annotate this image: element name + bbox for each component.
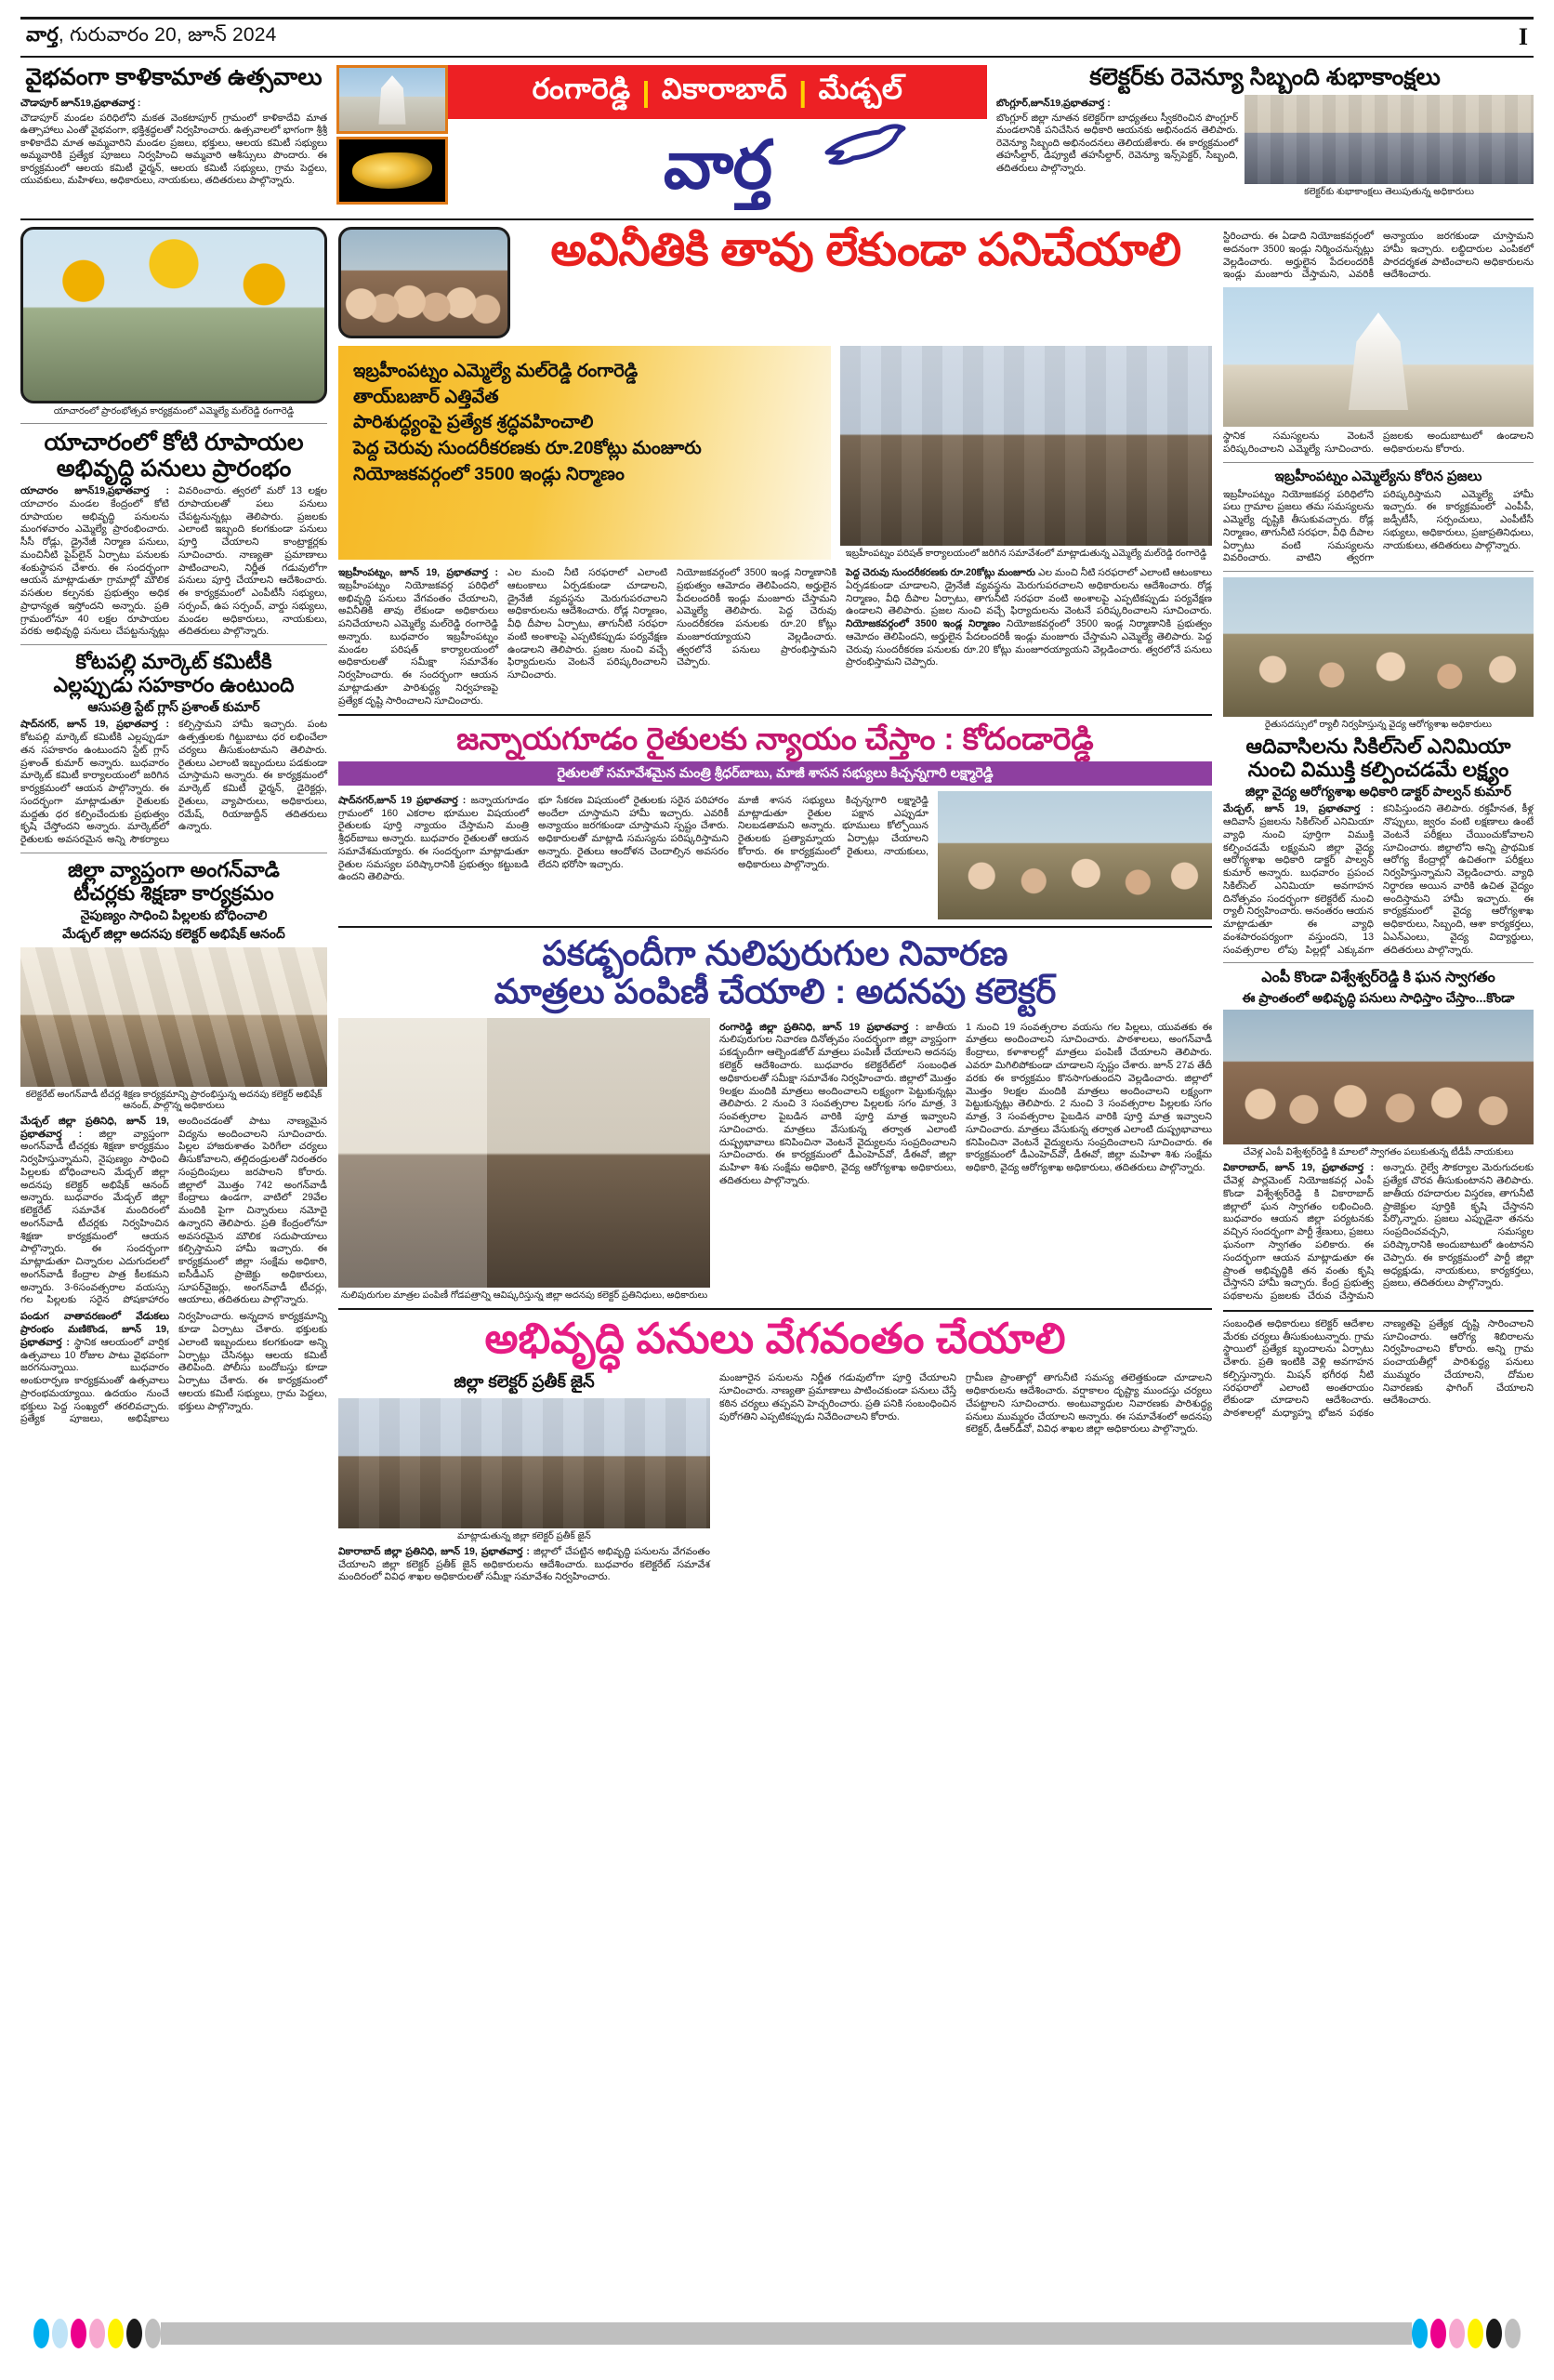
dateline: వార్త, గురువారం 20, జూన్ 2024 — [26, 24, 277, 46]
mid-story3-byline: వికారాబాద్ జిల్లా ప్రతినిధి, జూన్ 19, ప్రభాతవార్త : — [338, 1545, 530, 1557]
left-award-photo — [20, 947, 327, 1087]
mid-story1-photo — [938, 791, 1212, 919]
mid-story2-headline-1: పకడ్బందీగా నులిపురుగుల నివారణ — [542, 933, 1008, 972]
left-story3-text: జిల్లా వ్యాప్తంగా అంగన్‌వాడీ టీచర్లకు శిక్షణా కార్యక్రమం నిర్వహిస్తున్నామని, నైపుణ్యం సాధించి పిల్లలకు బోధించాలని మేడ్చల్ జిల్లా అదనపు కలెక్టర్ అభిషేక్ ఆనంద్ అన్నారు. బుధవారం మేడ్చల్ జిల్లా కలెక్టరేట్ సమావేశ మందిరంలో అంగన్‌వాడీ టీచర్లకు నిర్వహించిన శిక్షణా కార్యక్రమంలో ఆయన పాల్గొన్నారు. ఈ సందర్భంగా మాట్లాడుతూ చిన్నారుల ఎదుగుదలలో అంగన్‌వాడీ కేంద్రాల పాత్ర కీలకమని అన్నారు. 3-6సంవత్సరాల వయస్సు గల పిల్లలకు సరైన పోషకాహారం అందించడంతో పాటు నాణ్యమైన విద్యను అందించాలని సూచించారు. పిల్లల హాజరుశాతం పెరిగేలా చర్యలు తీసుకోవాలని, తల్లిదండ్రులతో నిరంతరం సంప్రదింపులు జరపాలని కోరారు. జిల్లాలో మొత్తం 742 అంగన్‌వాడీ కేంద్రాలు ఉండగా, వాటిలో 29వేల మందికి పైగా చిన్నారులు నమోదై ఉన్నారని తెలిపారు. ప్రతి కేంద్రంలోనూ అవసరమైన మౌలిక సదుపాయాలు కల్పిస్తామని హామీ ఇచ్చారు. ఈ కార్యక్రమంలో జిల్లా సంక్షేమ అధికారి, ఐసీడీఎస్ ప్రాజెక్టు అధికారులు, సూపర్‌వైజర్లు, అంగన్‌వాడీ టీచర్లు, ఆయాలు, తదితరులు పాల్గొన్నారు. — [20, 1115, 327, 1306]
lead-body-3 — [677, 567, 836, 707]
right-story6-body: సంబంధిత అధికారులు కలెక్టర్ ఆదేశాల మేరకు చర్యలు తీసుకుంటున్నారు. గ్రామ స్థాయిలో ప్రత్యేక బృందాలను ఏర్పాటు చేశారు. ప్రతి ఇంటికి వెళ్లి అవగాహన కల్పిస్తున్నారు. మిషన్ భగీరథ నీటి సరఫరాలో ఎలాంటి అంతరాయం లేకుండా చూడాలని ఆదేశించారు. పాఠశాలల్లో మధ్యాహ్న భోజన పథకం నాణ్యతపై ప్రత్యేక దృష్టి సారించాలని సూచించారు. ఆరోగ్య శిబిరాలను నిర్వహించాలని కోరారు. అన్ని గ్రామ పంచాయతీల్లో పారిశుద్ధ్య పనులు ముమ్మరం చేయాలని, దోమల నివారణకు ఫాగింగ్ చేయాలని ఆదేశించారు. — [1223, 1317, 1534, 1420]
right-story4-byline: మేడ్చల్, జూన్ 19, ప్రభాతవార్త : — [1223, 803, 1374, 815]
right-story2-body: స్థానిక సమస్యలను వెంటనే పరిష్కరించాలని ఎమ్మెల్యే సూచించారు. ప్రజలకు అందుబాటులో ఉండాలని అధికారులను కోరారు. — [1223, 430, 1534, 455]
right-story4-text: ఆదివాసీ ప్రజలను సికిల్‌సెల్ ఎనిమియా వ్యాధి నుంచి పూర్తిగా విముక్తి కల్పించడమే లక్ష్యమని జిల్లా వైద్య ఆరోగ్యశాఖ అధికారి డాక్టర్ పాల్వన్ కుమార్ అన్నారు. బుధవారం ప్రపంచ సికిల్‌సెల్ ఎనిమియా అవగాహన దినోత్సవం సందర్భంగా కలెక్టరేట్ నుంచి ర్యాలీ నిర్వహించారు. అనంతరం ఆయన మాట్లాడుతూ ఈ వ్యాధి వంశపారంపర్యంగా వస్తుందని, 13 సంవత్సరాల లోపు పిల్లల్లో ఎక్కువగా కనిపిస్తుందని తెలిపారు. రక్తహీనత, కీళ్ల నొప్పులు, జ్వరం వంటి లక్షణాలు ఉంటే వెంటనే పరీక్షలు చేయించుకోవాలని సూచించారు. జిల్లాలోని అన్ని ప్రాథమిక ఆరోగ్య కేంద్రాల్లో ఉచితంగా పరీక్షలు నిర్వహిస్తున్నామని వెల్లడించారు. వ్యాధి నిర్ధారణ అయిన వారికి ఉచిత వైద్యం అందిస్తామని హామీ ఇచ్చారు. ఈ కార్యక్రమంలో వైద్య ఆరోగ్యశాఖ అధికారులు, సిబ్బంది, ఆశా కార్యకర్తలు, ఏఎన్‌ఎంలు, వైద్య విద్యార్థులు, తదితరులు పాల్గొన్నారు. — [1223, 803, 1534, 956]
left-story3-byline: మేడ్చల్ జిల్లా ప్రతినిధి, జూన్ 19, ప్రభాతవార్త : — [20, 1115, 169, 1140]
left-story2-body — [20, 719, 327, 847]
golden-lamp-photo — [336, 137, 448, 205]
right-rally-photo — [1223, 577, 1534, 717]
masthead-divider — [20, 218, 1534, 220]
masthead-right-body: బొంగ్లూర్ జిల్లా నూతన కలెక్టర్‌గా బాధ్యతలు స్వీకరించిన పొంగ్లూర్ మండలానికి పనిచేసిన అధికారి ఆయనకు అభినందన తెలిపారు. రెవెన్యూ సిబ్బంది అభినందనలు తెలియజేశారు. ఈ కార్యక్రమంలో తహసీల్దార్, డిప్యూటీ తహసీల్దార్, రెవెన్యూ ఇన్స్‌పెక్టర్, సిబ్బంది, తదితరులు పాల్గొన్నారు. — [996, 112, 1239, 174]
left-story1-caption: యాచారంలో ప్రారంభోత్సవ కార్యక్రమంలో ఎమ్మెల్యే మల్‌రెడ్డి రంగారెడ్డి — [53, 406, 295, 416]
lead-body-4-text: ఎల మంచి నీటి సరఫరాలో ఎలాంటి ఆటంకాలు ఏర్పడకుండా చూడాలని, డ్రైనేజీ వ్యవస్థను మెరుగుపరచాలని అధికారులను ఆదేశించారు. రోడ్ల నిర్మాణం, వీధి దీపాల ఏర్పాటు, తాగునీటి సరఫరా వంటి అంశాలపై ఎప్పటికప్పుడు పర్యవేక్షణ ఉండాలని తెలిపారు. ప్రజల నుంచి వచ్చే ఫిర్యాదులను వెంటనే పరిష్కరించాలని సూచించారు. — [846, 567, 1212, 617]
mid-story1-body-1 — [338, 795, 529, 919]
left-story2-headline-1: కోటపల్లి మార్కెట్ కమిటీకి — [75, 650, 272, 674]
district-rangareddy: రంగారెడ్డి — [532, 72, 631, 105]
left-divider-1 — [20, 423, 327, 424]
mid-story3-row — [338, 1368, 1212, 1584]
mid-story3-photo — [338, 1398, 710, 1528]
lead-kicker-1: పెద్ద చెరువు సుందరీకరణకు రూ.20కోట్లు మంజూరు — [846, 567, 1035, 578]
district-banner — [448, 65, 987, 119]
lead-headline: అవినీతికి తావు లేకుండా పనిచేయాలి — [550, 225, 1181, 275]
masthead — [20, 65, 1534, 212]
lead-bullet-2: తాయ్‌బజార్ ఎత్తివేత — [353, 386, 499, 407]
main-grid — [20, 227, 1534, 1584]
left-story2-text: కోటపల్లి మార్కెట్ కమిటీకి ఎల్లప్పుడూ తన సహకారం ఉంటుందని స్టేట్ గ్లాస్ ప్రశాంత్ కుమార్ అన్నారు. బుధవారం మార్కెట్ కమిటీ కార్యాలయంలో జరిగిన కార్యక్రమంలో ఆయన పాల్గొన్నారు. ఈ సందర్భంగా మాట్లాడుతూ రైతులకు మద్దతు ధర కల్పించేందుకు ప్రభుత్వం కృషి చేస్తోందని అన్నారు. మార్కెట్‌లో రైతులకు అవసరమైన అన్ని సౌకర్యాలు కల్పిస్తామని హామీ ఇచ్చారు. పంట ఉత్పత్తులకు గిట్టుబాటు ధర లభించేలా చర్యలు తీసుకుంటామని తెలిపారు. రైతులు ఎలాంటి ఇబ్బందులు పడకుండా చూస్తామని అన్నారు. ఈ కార్యక్రమంలో మార్కెట్ కమిటీ ఛైర్మన్, డైరెక్టర్లు, రైతులు, వ్యాపారులు, అధికారులు, రమేష్, రియాజుద్దీన్ తదితరులు ఉన్నారు. — [20, 719, 327, 846]
right-divider-3 — [1223, 962, 1534, 963]
right-story1-body: స్టిరించారు. ఈ ఏడాది నియోజకవర్గంలో అదనంగా 3500 ఇండ్లు నిర్మించనున్నట్లు వెల్లడించారు. అర్హులైన పేదలందరికీ ఇండ్లు మంజూరు చేస్తామని, ఎవరికీ అన్యాయం జరగకుండా చూస్తామని హామీ ఇచ్చారు. లబ్ధిదారుల ఎంపికలో పారదర్శకత పాటించాలని అధికారులను ఆదేశించారు. — [1223, 231, 1534, 281]
masthead-right-headline: కలెక్టర్‌కు రెవెన్యూ సిబ్బంది శుభాకాంక్షలు — [1089, 64, 1441, 90]
right-story3-kicker: ఇబ్రహీంపట్నం ఎమ్మెల్యేను కోరిన ప్రజలు — [1274, 468, 1482, 484]
lead-bullets-panel — [338, 346, 831, 560]
right-story4-body — [1223, 803, 1534, 957]
district-medchal: మేడ్చల్ — [818, 72, 903, 105]
mid-story1-row — [338, 791, 1212, 919]
masthead-left-byline: చౌడాపూర్ జూన్19,ప్రభాతవార్త : — [20, 97, 141, 109]
lead-bullet-1: ఇబ్రహీంపట్నం ఎమ్మెల్యే మల్‌రెడ్డి రంగారెడ్డి — [353, 361, 639, 381]
mid-story2-headline-2: మాత్రలు పంపిణీ చేయాలి : అదనపు కలెక్టర్ — [494, 972, 1057, 1012]
masthead-left-story — [20, 65, 327, 212]
right-story5-body — [1223, 1162, 1534, 1302]
left-story3-sub-1: నైపుణ్యం సాధించి పిల్లలకు బోధించాలి — [80, 907, 268, 923]
right-divider-2 — [1223, 571, 1534, 572]
mid-story2-text-1: జాతీయ నులిపురుగుల నివారణ దినోత్సవం సందర్భంగా జిల్లా వ్యాప్తంగా పకడ్బందీగా ఆల్బెండజోల్ మాత్రలు పంపిణీ చేయాలని అదనపు కలెక్టర్ ఆదేశించారు. బుధవారం కలెక్టరేట్‌లో సంబంధిత అధికారులతో సమీక్షా సమావేశం నిర్వహించారు. — [719, 1021, 956, 1084]
lead-left-photo — [338, 227, 510, 338]
mid-story1-byline: షాద్‌నగర్,జూన్ 19 ప్రభాతవార్త : — [338, 794, 467, 806]
right-story5-headline: ఎంపీ కొండా విశ్వేశ్వర్‌రెడ్డి కి ఘన స్వాగతం — [1261, 970, 1495, 986]
lead-top-row — [338, 227, 1212, 338]
mid-story2-body-2 — [966, 1022, 1212, 1302]
masthead-right-story — [996, 65, 1534, 212]
lead-body-1 — [338, 567, 498, 707]
middle-column — [338, 227, 1212, 1584]
left-story3-caption: కలెక్టరేట్ అంగన్‌వాడీ టీచర్ల శిక్షణ కార్యక్రమాన్ని ప్రారంభిస్తున్న అదనపు కలెక్టర్ అభిషేక్ ఆనంద్, పాల్గొన్న అధికారులు — [25, 1089, 323, 1111]
masthead-side-photos — [336, 65, 448, 205]
mid-story1-body-3: మాజీ శాసన సభ్యులు కిచ్చన్నగారి లక్ష్మారెడ్డి మాట్లాడుతూ రైతుల పక్షాన ఎప్పుడూ నిలబడతామని అన్నారు. భూములు కోల్పోయిన రైతులకు ప్రత్యామ్నాయ ఏర్పాట్లు చేయాలని కోరారు. ఈ కార్యక్రమంలో రైతులు, నాయకులు, అధికారులు పాల్గొన్నారు. — [738, 794, 928, 870]
reg-bar-line — [161, 2322, 1412, 2345]
mid-story2-body-1 — [719, 1022, 956, 1302]
right-story5-caption: చేవెళ్ల ఎంపీ విశ్వేశ్వర్‌రెడ్డి కి మాలలో స్వాగతం పలుకుతున్న టీడీపీ నాయకులు — [1243, 1147, 1514, 1158]
left-story4-byline: మణికొండ, జూన్ 19, ప్రభాతవార్త : — [20, 1323, 169, 1348]
left-story2-byline: షాద్‌నగర్, జూన్ 19, ప్రభాతవార్త : — [20, 719, 169, 731]
temple-photo — [336, 65, 448, 134]
mid-story2-text-3: జిల్లాలో మొత్తం 9లక్షల మందికి మాత్రలు అందించాలని లక్ష్యంగా పెట్టుకున్నట్లు తెలిపారు. 2 నుంచి 3 సంవత్సరాల పిల్లలకు సగం మాత్ర, 3 సంవత్సరాల పైబడిన వారికి పూర్తి మాత్ర ఇవ్వాలని సూచించారు. మాత్రలు వేసుకున్న తర్వాత ఎలాంటి దుష్ప్రభావాలు కనిపించినా వెంటనే వైద్యులను సంప్రదించాలని సూచించారు. ఈ కార్యక్రమంలో డీఎంహెచ్‌వో, డీఈవో, జిల్లా మహిళా శిశు సంక్షేమ అధికారి, వైద్య ఆరోగ్యశాఖ అధికారులు, తదితరులు పాల్గొన్నారు. — [719, 1072, 957, 1186]
registration-bar — [0, 2315, 1554, 2352]
mid-story1-photo-wrap — [938, 791, 1212, 919]
mid-story2-byline: రంగారెడ్డి జిల్లా ప్రతినిధి, జూన్ 19 ప్రభాతవార్త : — [719, 1021, 919, 1033]
left-story1-body — [20, 485, 327, 639]
left-column — [20, 227, 327, 1584]
left-story4-headline: పండుగ వాతావరణంలో వేడుకలు ప్రారంభం — [20, 1311, 169, 1335]
mid-story1-body-2: భూ సేకరణ విషయంలో రైతులకు సరైన పరిహారం అందేలా చూస్తామని హామీ ఇచ్చారు. ఎవరికీ అన్యాయం జరగకుండా చూస్తామని స్పష్టం చేశారు. అధికారులతో మాట్లాడి సమస్యను పరిష్కరిస్తామని అన్నారు. రైతులు ఆందోళన చెందాల్సిన అవసరం లేదని భరోసా ఇచ్చారు. — [538, 794, 729, 870]
left-story4-body — [20, 1311, 327, 1426]
mid-story2-text-3b: జిల్లాలో మొత్తం 9లక్షల మందికి మాత్రలు అందించాలని లక్ష్యంగా పెట్టుకున్నట్లు తెలిపారు. 2 నుంచి 3 సంవత్సరాల పిల్లలకు సగం మాత్ర, 3 సంవత్సరాల పైబడిన వారికి పూర్తి మాత్ర ఇవ్వాలని సూచించారు. మాత్రలు వేసుకున్న తర్వాత ఎలాంటి దుష్ప్రభావాలు కనిపించినా వెంటనే వైద్యులను సంప్రదించాలని సూచించారు. ఈ కార్యక్రమంలో డీఎంహెచ్‌వో, డీఈవో, జిల్లా మహిళా శిశు సంక్షేమ అధికారి, వైద్య ఆరోగ్యశాఖ అధికారులు, తదితరులు పాల్గొన్నారు. — [966, 1072, 1213, 1174]
masthead-left-headline: వైభవంగా కాళికామాత ఉత్సవాలు — [25, 64, 323, 90]
masthead-logo-block — [336, 65, 987, 212]
paper-name-small: వార్త — [26, 24, 59, 46]
date-bar — [20, 17, 1534, 58]
district-separator-2: | — [798, 75, 808, 108]
lead-bullet-5: నియోజకవర్గంలో 3500 ఇండ్లు నిర్మాణం — [353, 463, 625, 484]
page-number: I — [1518, 23, 1528, 50]
left-story1-text: యాచారం మండల కేంద్రంలో కోటి రూపాయల అభివృద్ధి పనులను మంగళవారం ఎమ్మెల్యే ప్రారంభించారు. సీసీ రోడ్లు, డ్రైనేజీ నిర్మాణ పనులు, మంచినీటి పైప్‌లైన్ ఏర్పాటు పనులకు శంకుస్థాపన చేశారు. ఈ సందర్భంగా ఆయన మాట్లాడుతూ గ్రామాల్లో మౌలిక వసతుల కల్పనకు ప్రభుత్వం అధిక ప్రాధాన్యత ఇస్తోందని అన్నారు. ప్రతి గ్రామంలోనూ 40 లక్షల రూపాయల వరకు అభివృద్ధి పనులు చేపట్టనున్నట్లు వివరించారు. త్వరలో మరో 13 లక్షల రూపాయలతో పలు పనులు చేపట్టనున్నట్లు తెలిపారు. ప్రజలకు ఎలాంటి ఇబ్బంది కలగకుండా పనులు పూర్తి చేయాలని కాంట్రాక్టర్లకు సూచించారు. నాణ్యతా ప్రమాణాలు పాటించాలని, నిర్ణీత గడువులోగా పనులు పూర్తి చేయాలని ఆదేశించారు. ఈ కార్యక్రమంలో ఎంపీటీసీ సభ్యులు, సర్పంచ్, ఉప సర్పంచ్, వార్డు సభ్యులు, మండల అధికారులు, నాయకులు, తదితరులు పాల్గొన్నారు. — [20, 485, 327, 638]
left-story1-byline: యాచారం జూన్19,ప్రభాతవార్త : — [20, 485, 169, 496]
reg-marks-left — [33, 2319, 161, 2348]
lead-byline: ఇబ్రహీంపట్నం, జూన్ 19, ప్రభాతవార్త : — [338, 567, 498, 578]
lead-bullet-3: పారిశుద్ధ్యంపై ప్రత్యేక శ్రద్ధవహించాలి — [353, 412, 594, 433]
mid-story3-body-3: గ్రామీణ ప్రాంతాల్లో తాగునీటి సమస్య తలెత్తకుండా చూడాలని అధికారులను ఆదేశించారు. వర్షాకాలం దృష్ట్యా ముందస్తు చర్యలు చేపట్టాలని సూచించారు. అంటువ్యాధుల నివారణకు పారిశుద్ధ్య పనులు ముమ్మరం చేయాలని అన్నారు. ఈ సమావేశంలో అదనపు కలెక్టర్, డీఆర్‌డీవో, వివిధ శాఖల జిల్లా అధికారులు పాల్గొన్నారు. — [966, 1372, 1212, 1435]
brand-row — [448, 119, 987, 205]
right-column — [1223, 227, 1534, 1584]
left-story3-headline-1: జిల్లా వ్యాప్తంగా అంగన్‌వాడి — [68, 857, 280, 881]
lead-body-4 — [846, 567, 1212, 707]
right-story4-headline-1: ఆదివాసిలను సికిల్‌సెల్ ఎనిమియా — [1245, 734, 1511, 759]
district-separator-1: | — [641, 75, 651, 108]
mid-story3-body-2: మంజూరైన పనులను నిర్ణీత గడువులోగా పూర్తి చేయాలని సూచించారు. నాణ్యతా ప్రమాణాలు పాటించకుండా పనులు చేస్తే కఠిన చర్యలు తప్పవని హెచ్చరించారు. ప్రతి పనికి సంబంధించిన పురోగతిని ఎప్పటికప్పుడు నివేదించాలని కోరారు. — [719, 1372, 956, 1422]
left-story1-headline-2: అభివృద్ధి పనులు ప్రారంభం — [56, 456, 292, 482]
left-story2-headline-2: ఎల్లప్పుడు సహకారం ఉంటుంది — [53, 672, 295, 696]
masthead-right-byline: బొంగ్లూర్,జూన్19,ప్రభాతవార్త : — [996, 97, 1111, 109]
mid-divider-3 — [338, 1308, 1212, 1310]
brand-wordmark: వార్త — [663, 127, 772, 203]
right-story5-sub: ఈ ప్రాంతంలో అభివృద్ధి పనులు సాధిస్తాం చేస్తాం...కొండా — [1242, 989, 1515, 1005]
masthead-right-caption: కలెక్టర్‌కు శుభాకాంక్షలు తెలుపుతున్న అధికారులు — [1304, 186, 1474, 197]
date-text: గురువారం 20, జూన్ 2024 — [69, 24, 277, 46]
right-story5-text: చేవెళ్ల పార్లమెంట్ నియోజకవర్గ ఎంపీ కొండా విశ్వేశ్వర్‌రెడ్డి కి వికారాబాద్ జిల్లాలో ఘన స్వాగతం లభించింది. బుధవారం ఆయన జిల్లా పర్యటనకు వచ్చిన సందర్భంగా పార్టీ శ్రేణులు, ప్రజలు ఘనంగా స్వాగతం పలికారు. ఈ సందర్భంగా ఆయన మాట్లాడుతూ ఈ ప్రాంత అభివృద్ధికి తన వంతు కృషి చేస్తానని హామీ ఇచ్చారు. కేంద్ర ప్రభుత్వ పథకాలను ప్రజలకు చేరువ చేస్తామని అన్నారు. రైల్వే సౌకర్యాల మెరుగుదలకు ప్రత్యేక చొరవ తీసుకుంటానని తెలిపారు. జాతీయ రహదారుల విస్తరణ, తాగునీటి ప్రాజెక్టుల పూర్తికి కృషి చేస్తానని పేర్కొన్నారు. ప్రజలు ఎప్పుడైనా తనను సంప్రదించవచ్చని, సమస్యల పరిష్కారానికి అందుబాటులో ఉంటానని చెప్పారు. ఈ కార్యక్రమంలో పార్టీ జిల్లా అధ్యక్షుడు, నాయకులు, కార్యకర్తలు, ప్రజలు, తదితరులు పాల్గొన్నారు. — [1223, 1162, 1534, 1302]
right-story4-sub: జిల్లా వైద్య ఆరోగ్యశాఖ అధికారి డాక్టర్ పాల్వన్ కుమార్ — [1245, 784, 1512, 800]
mid-story3-text-1: జిల్లాలో చేపట్టిన అభివృద్ధి పనులను వేగవంతం చేయాలని జిల్లా కలెక్టర్ ప్రతీక్ జైన్ అధికారులను ఆదేశించారు. బుధవారం కలెక్టరేట్ సమావేశ మందిరంలో వివిధ శాఖల అధికారులతో సమీక్షా సమావేశం నిర్వహించారు. — [338, 1545, 710, 1583]
reg-marks-right — [1412, 2319, 1521, 2348]
right-divider-4 — [1223, 1310, 1534, 1312]
mid-story2-text-2: 1 నుంచి 19 సంవత్సరాల వయసు గల పిల్లలు, యువతకు ఈ మాత్రలు అందించాలని సూచించారు. పాఠశాలలు, అంగన్‌వాడీ కేంద్రాలు, కళాశాలల్లో మాత్రలు పంపిణీ చేయాలని తెలిపారు. ఎవరూ మిగిలిపోకుండా చూడాలని స్పష్టం చేశారు. జూన్ 27వ తేదీ వరకు ఈ కార్యక్రమం కొనసాగుతుందని వెల్లడించారు. — [966, 1021, 1212, 1084]
masthead-right-photo — [1245, 95, 1534, 184]
lead-body-1-text: ఇబ్రహీంపట్నం నియోజకవర్గ పరిధిలో అభివృద్ధి పనులు వేగవంతం చేయాలని, అవినీతికి తావు లేకుండా అధికారులు పనిచేయాలని ఎమ్మెల్యే మల్‌రెడ్డి రంగారెడ్డి అన్నారు. బుధవారం ఇబ్రహీంపట్నం మండల పరిషత్ కార్యాలయంలో అధికారులతో సమీక్షా సమావేశం నిర్వహించారు. ఈ సందర్భంగా ఆయన మాట్లాడుతూ పారిశుద్ధ్య నిర్వహణపై ప్రత్యేక దృష్టి సారించాలని సూచించారు. — [338, 579, 498, 707]
lead-body-4-text-2: నియోజకవర్గంలో 3500 ఇండ్ల నిర్మాణానికి ప్రభుత్వం ఆమోదం తెలిపిందని, అర్హులైన పేదలందరికీ ఇండ్లు మంజూరు చేస్తామని ఎమ్మెల్యే తెలిపారు. పెద్ద చెరువు సుందరీకరణ పనులకు రూ.20 కోట్లు మంజూరయ్యాయని వెల్లడించారు. త్వరలోనే పనులు ప్రారంభిస్తామని చెప్పారు. — [846, 618, 1213, 668]
left-divider-2 — [20, 644, 327, 645]
right-divider-1 — [1223, 462, 1534, 463]
mid-story1-text-1: జన్నాయగూడం గ్రామంలో 160 ఎకరాల భూముల విషయంలో రైతులకు పూర్తి న్యాయం చేస్తామని మంత్రి శ్రీధర్‌బాబు అన్నారు. బుధవారం రైతులతో ఆయన సమావేశమయ్యారు. ఈ సందర్భంగా మాట్లాడుతూ రైతుల సమస్యల పరిష్కారానికి ప్రభుత్వం కట్టుబడి ఉందని తెలిపారు. — [338, 794, 529, 883]
right-story4-caption: రైతుసదస్సులో ర్యాలీ నిర్వహిస్తున్న వైద్య ఆరోగ్యశాఖ అధికారులు — [1265, 720, 1492, 731]
masthead-left-body: చౌడాపూర్ మండల పరిధిలోని మకత వెంకటాపూర్ గ్రామంలో కాళికాదేవి మాత ఉత్సాహాలు ఎంతో వైభవంగా, భక్తిశ్రద్ధలతో నిర్వహించారు. ఉత్సవాలలో భాగంగా శ్రీశ్రీ కాళికాదేవి మాత అమ్మవారిని మండల ప్రజలు, భక్తులు, ఆలయ కమిటీ సభ్యులు అమ్మవారికి ప్రత్యేక పూజలు నిర్వహించి అమ్మవారి ఆశీస్సులు పొందారు. ఈ కార్యక్రమంలో ఆలయ కమిటీ ఛైర్మన్, ఆలయ కమిటీ సభ్యులు, గ్రామ పెద్దలు, యువకులు, మహిళలు, అధికారులు, నాయకులు, తదితరులు పాల్గొన్నారు. — [20, 112, 327, 187]
mid-story2-row — [338, 1018, 1212, 1302]
left-story3-body — [20, 1116, 327, 1307]
mid-story3-headline: అభివృద్ధి పనులు వేగవంతం చేయాలి — [484, 1314, 1066, 1362]
mid-story1-headline: జన్నాయగూడం రైతులకు న్యాయం చేస్తాం : కోదండారెడ్డి — [456, 721, 1094, 757]
right-story4-headline-2: నుంచి విముక్తి కల్పించడమే లక్ష్యం — [1247, 757, 1509, 781]
lead-body-2: ఎల మంచి నీటి సరఫరాలో ఎలాంటి ఆటంకాలు ఏర్పడకుండా చూడాలని, డ్రైనేజీ వ్యవస్థను మెరుగుపరచాలని అధికారులను ఆదేశించారు. రోడ్ల నిర్మాణం, వీధి దీపాల ఏర్పాటు, తాగునీటి సరఫరా వంటి అంశాలపై ఎప్పటికప్పుడు పర్యవేక్షణ ఉండాలని తెలిపారు. ప్రజల నుంచి వచ్చే ఫిర్యాదులను వెంటనే పరిష్కరించాలని సూచించారు. — [507, 567, 667, 681]
mid-story3-caption: మాట్లాడుతున్న జిల్లా కలెక్టర్ ప్రతీక్ జైన్ — [457, 1530, 591, 1541]
mid-story2-photo — [338, 1018, 710, 1288]
district-vikarabad: వికారాబాద్ — [661, 72, 788, 105]
lead-meeting-photo — [840, 346, 1212, 546]
right-story3-body: ఇబ్రహీంపట్నం నియోజకవర్గ పరిధిలోని పలు గ్రామాల ప్రజలు తమ సమస్యలను ఎమ్మెల్యే దృష్టికి తీసుకువచ్చారు. రోడ్ల నిర్మాణం, తాగునీటి సరఫరా, వీధి దీపాల ఏర్పాటు వంటి సమస్యలను వివరించారు. వాటిని త్వరగా పరిష్కరిస్తామని ఎమ్మెల్యే హామీ ఇచ్చారు. ఈ కార్యక్రమంలో ఎంపీపీ, జడ్పీటీసీ, సర్పంచులు, ఎంపీటీసీ సభ్యులు, అధికారులు, ప్రజాప్రతినిధులు, నాయకులు, తదితరులు పాల్గొన్నారు. — [1223, 488, 1534, 564]
left-story4-text: స్థానిక ఆలయంలో వార్షిక ఉత్సవాలు 10 రోజుల పాటు వైభవంగా జరగనున్నాయి. బుధవారం అంకురార్పణ కార్యక్రమంతో ఉత్సవాలు ప్రారంభమయ్యాయి. ఉదయం నుంచే భక్తులు పెద్ద సంఖ్యలో తరలివచ్చారు. ప్రత్యేక పూజలు, అభిషేకాలు నిర్వహించారు. అన్నదాన కార్యక్రమాన్ని కూడా ఏర్పాటు చేశారు. భక్తులకు ఎలాంటి ఇబ్బందులు కలగకుండా అన్ని ఏర్పాట్లు చేసినట్లు ఆలయ కమిటీ తెలిపింది. పోలీసు బందోబస్తు కూడా ఏర్పాటు చేశారు. ఈ కార్యక్రమంలో ఆలయ కమిటీ సభ్యులు, గ్రామ పెద్దలు, భక్తులు పాల్గొన్నారు. — [20, 1311, 327, 1425]
right-story5-photo — [1223, 1010, 1534, 1144]
mid-story2-caption: నులిపురుగుల మాత్రల పంపిణీ గోడపత్రాన్ని ఆవిష్కరిస్తున్న జిల్లా అదనపు కలెక్టర్ ప్రతినిధులు, అధికారులు — [340, 1289, 708, 1301]
left-story2-sub: ఆసుపత్రి స్టేట్ గ్లాస్ ప్రశాంత్ కుమార్ — [87, 699, 260, 715]
lead-body-row — [338, 563, 1212, 707]
mid-story3-body-1 — [338, 1546, 710, 1584]
mid-story1-strapline: రైతులతో సమావేశమైన మంత్రి శ్రీధర్‌బాబు, మాజీ శాసన సభ్యులు కిచ్చన్నగారి లక్ష్మారెడ్డి — [338, 761, 1212, 786]
right-temple-photo — [1223, 287, 1534, 427]
left-story1-headline-1: యాచారంలో కోటి రూపాయల — [44, 430, 304, 456]
lead-caption-1: ఇబ్రహీంపట్నం పరిషత్ కార్యాలయంలో జరిగిన సమావేశంలో మాట్లాడుతున్న ఎమ్మెల్యే మల్‌రెడ్డి రంగారెడ్డి — [845, 549, 1207, 559]
dove-icon — [822, 121, 911, 173]
left-story3-sub-2: మేడ్చల్ జిల్లా అదనపు కలెక్టర్ అభిషేక్ ఆనంద్ — [62, 925, 285, 941]
mid-divider-1 — [338, 714, 1212, 716]
lead-body-3-text: నియోజకవర్గంలో 3500 ఇండ్ల నిర్మాణానికి ప్రభుత్వం ఆమోదం తెలిపిందని, అర్హులైన పేదలందరికీ ఇండ్లు మంజూరు చేస్తామని ఎమ్మెల్యే తెలిపారు. పెద్ద చెరువు సుందరీకరణ పనులకు రూ.20 కోట్లు మంజూరయ్యాయని వెల్లడించారు. త్వరలోనే పనులు ప్రారంభిస్తామని చెప్పారు. — [677, 567, 836, 668]
lead-kicker-2: నియోజకవర్గంలో 3500 ఇండ్ల నిర్మాణం — [846, 618, 1001, 630]
mid-divider-2 — [338, 926, 1212, 928]
left-festival-photo — [20, 227, 327, 403]
lead-bullet-4: పెద్ద చెరువు సుందరీకరణకు రూ.20కోట్లు మంజూరు — [353, 438, 702, 459]
lead-middle-row — [338, 346, 1212, 560]
mid-story3-sub: జిల్లా కలెక్టర్ ప్రతీక్ జైన్ — [454, 1372, 595, 1392]
right-story5-byline: వికారాబాద్, జూన్ 19, ప్రభాతవార్త : — [1223, 1162, 1374, 1174]
left-story3-headline-2: టీచర్లకు శిక్షణా కార్యక్రమం — [73, 880, 274, 905]
